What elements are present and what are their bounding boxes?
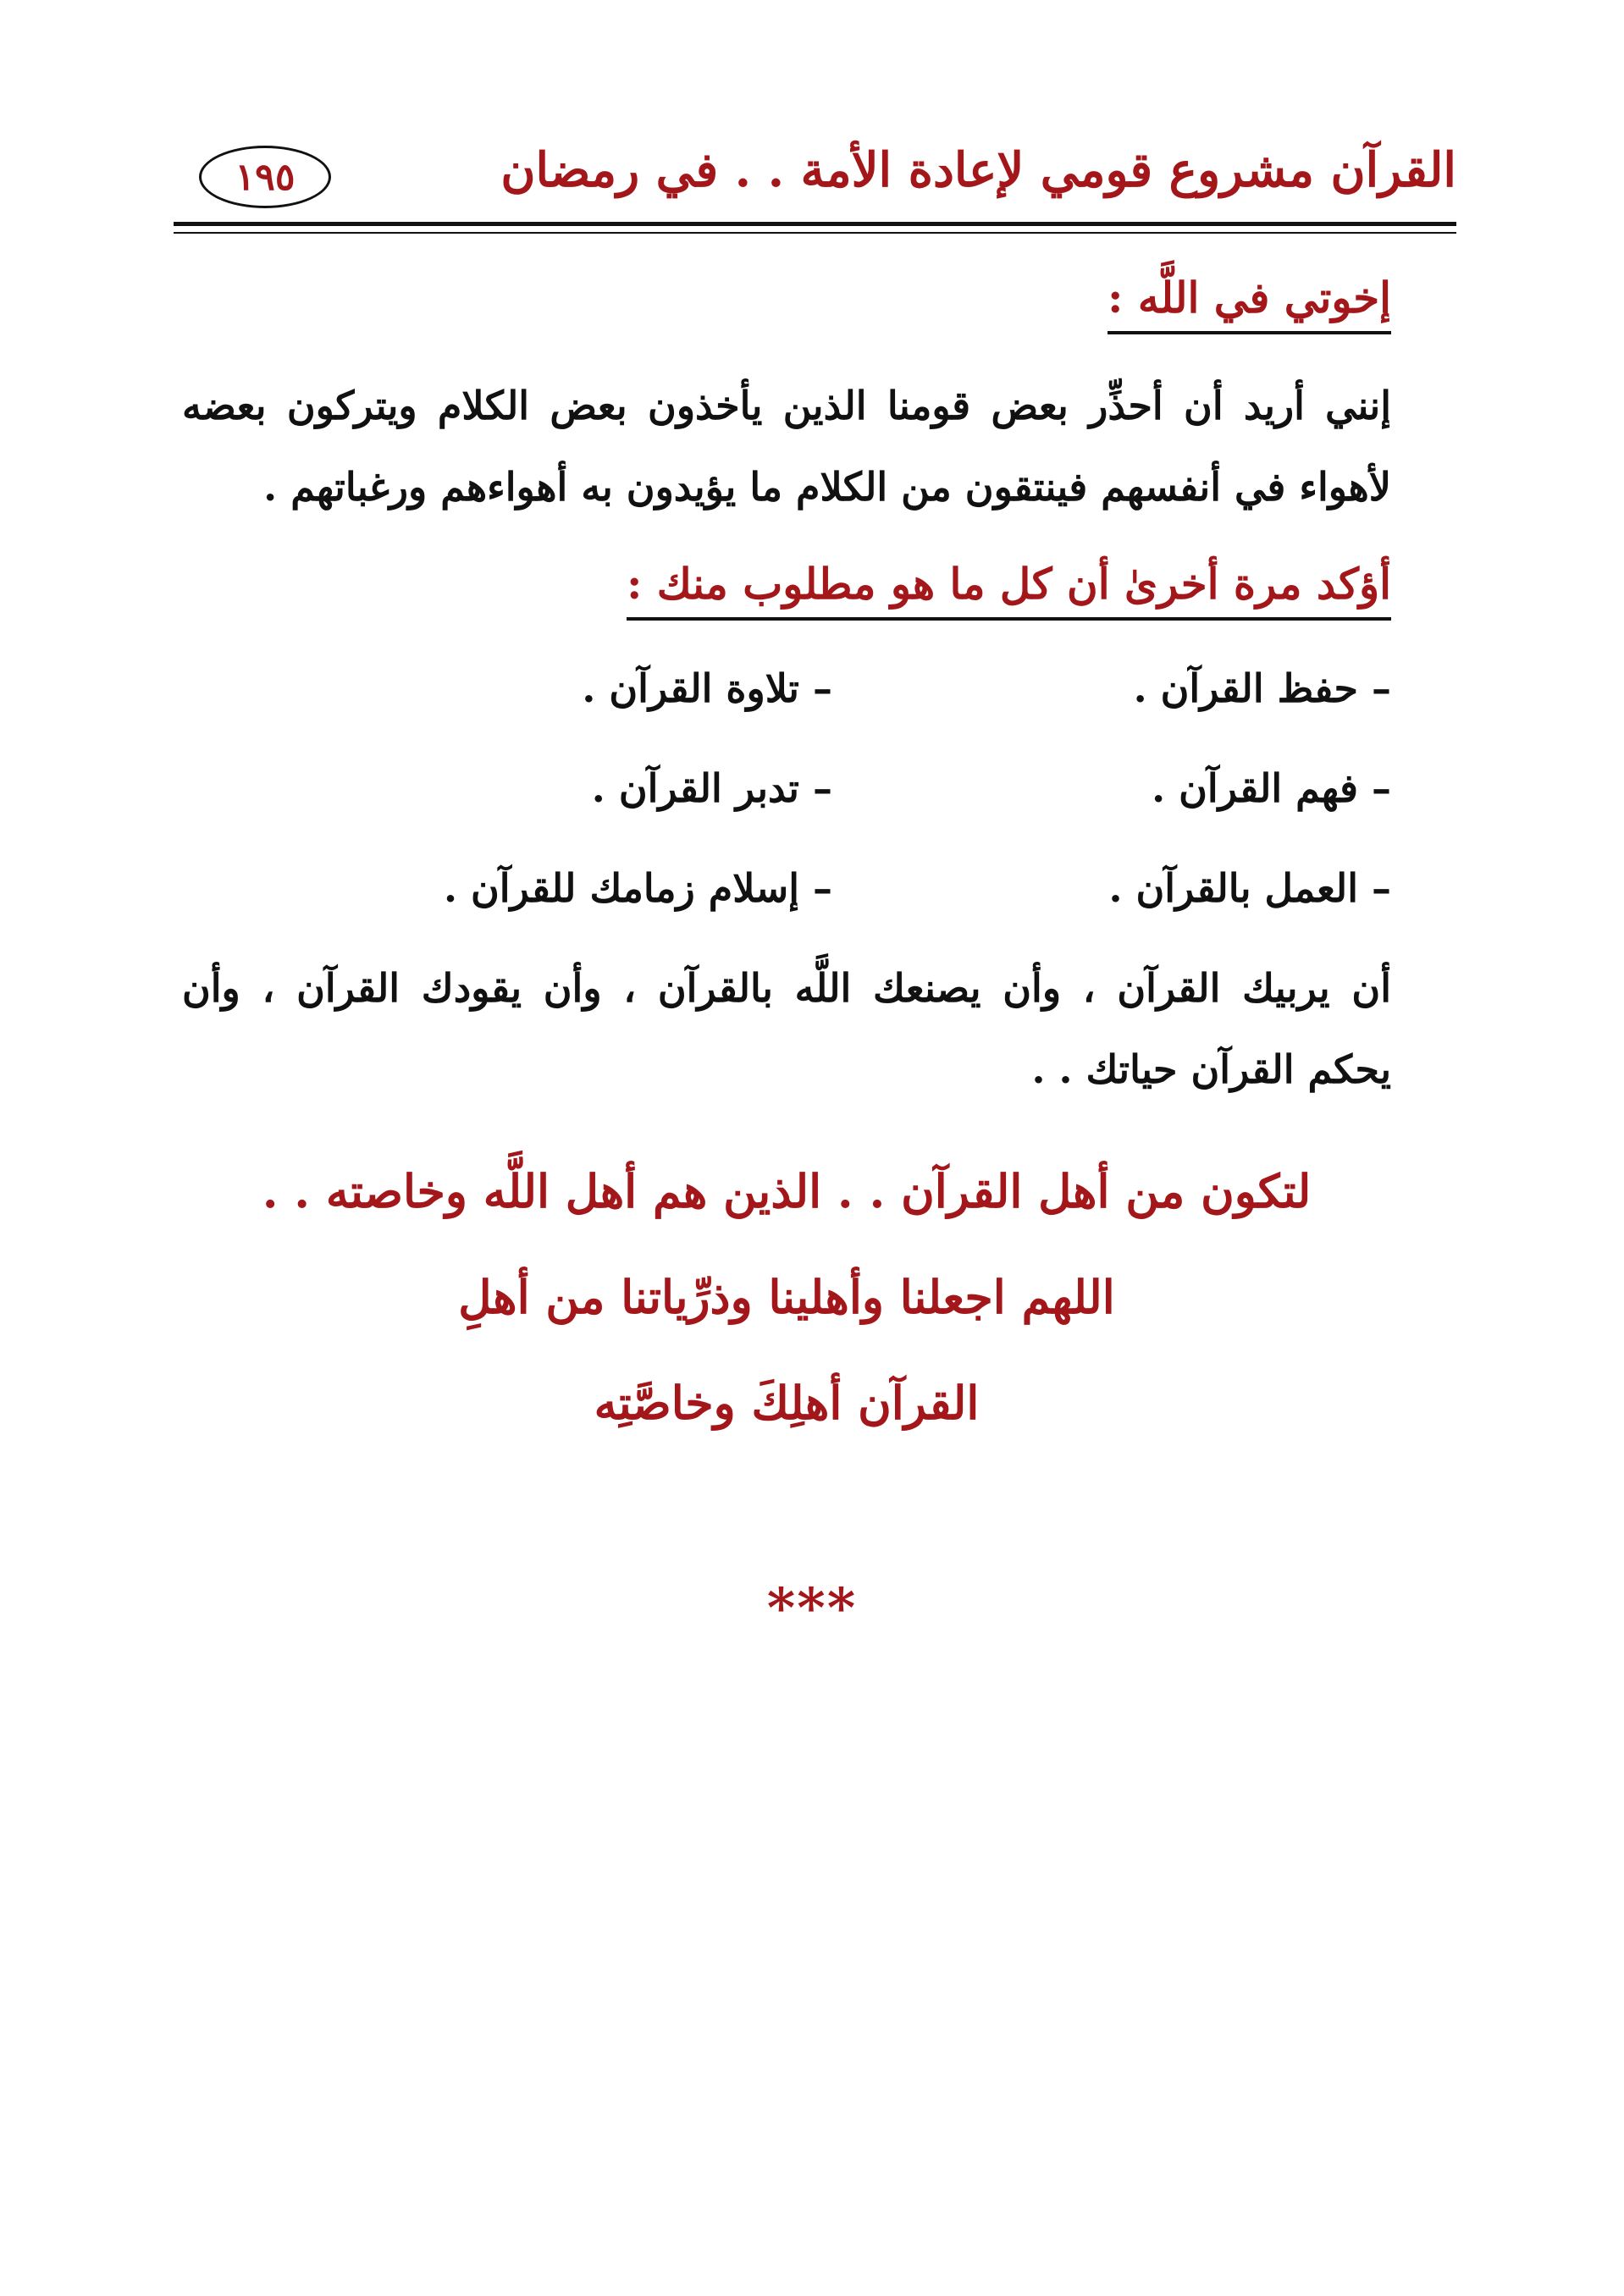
list-item: – تدبر القرآن . <box>591 765 832 811</box>
page-number: ١٩٥ <box>235 155 296 199</box>
section-heading-requirements: أؤكد مرة أخرىٰ أن كل ما هو مطلوب منك : <box>627 559 1391 621</box>
prayer-line: القرآن أهلِكَ وخاصَّتِه <box>594 1376 980 1430</box>
prayer-line: اللهم اجعلنا وأهلينا وذرِّياتنا من أهلِ <box>458 1270 1115 1324</box>
paragraph-line: أن يربيك القرآن ، وأن يصنعك اللَّه بالقرآن ، وأن يقودك القرآن ، وأن <box>182 965 1391 1011</box>
header-rule-thin <box>174 232 1456 234</box>
list-item: – العمل بالقرآن . <box>1108 865 1391 911</box>
section-separator: *** <box>766 1576 858 1640</box>
paragraph-line: لأهواء في أنفسهم فينتقون من الكلام ما يؤيدون به أهواءهم ورغباتهم . <box>263 464 1391 510</box>
list-item: – فهم القرآن . <box>1152 765 1391 811</box>
list-item: – تلاوة القرآن . <box>582 665 832 711</box>
paragraph-line: يحكم القرآن حياتك . . <box>1031 1046 1391 1092</box>
section-heading-brothers: إخوتي في اللَّه : <box>1108 273 1391 334</box>
list-item: – حفظ القرآن . <box>1133 665 1391 711</box>
running-title: القرآن مشروع قومي لإعادة الأمة . . في رمضان <box>500 142 1456 198</box>
header-rule-thick <box>174 222 1456 226</box>
page-number-badge <box>199 146 331 208</box>
closing-line: لتكون من أهل القرآن . . الذين هم أهل اللَّه وخاصته . . <box>262 1164 1312 1218</box>
list-item: – إسلام زمامك للقرآن . <box>443 865 832 911</box>
paragraph-line: إنني أريد أن أحذِّر بعض قومنا الذين يأخذون بعض الكلام ويتركون بعضه <box>182 383 1391 428</box>
page-header <box>174 127 1456 220</box>
